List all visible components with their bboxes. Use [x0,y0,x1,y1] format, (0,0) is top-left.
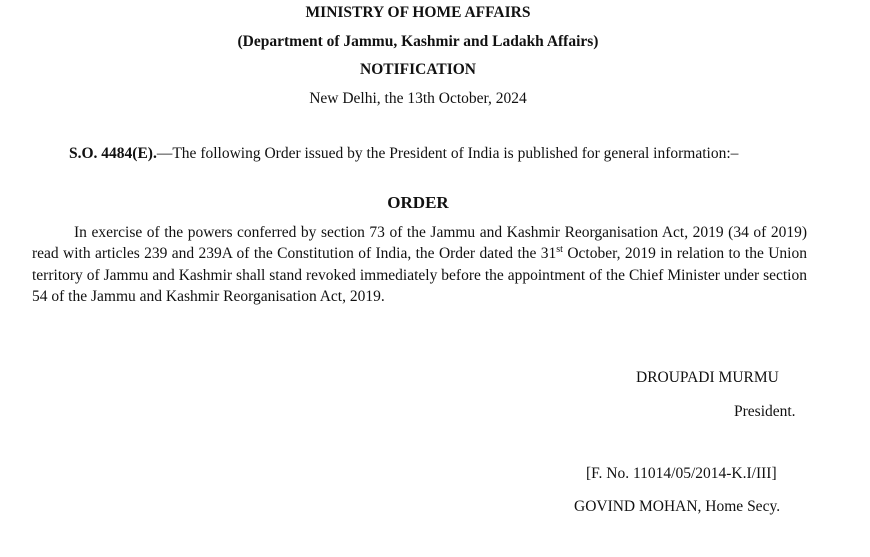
signatory-name: DROUPADI MURMU [636,369,779,386]
order-body-text-2: October, 2019 in relation to the Union territory of Jammu and Kashmir shall stand revoked immediately before the appointment of the Chief Minister under section 54 of the Jammu and Kashmir Reorganisation Act, 2019. [32,245,807,305]
notification-title: NOTIFICATION [360,61,476,78]
intro-paragraph [32,143,807,164]
home-secretary-line: GOVIND MOHAN, Home Secy. [574,498,781,515]
file-number: [F. No. 11014/05/2014-K.I/III] [586,465,777,482]
order-body-text-1: In exercise of the powers conferred by section 73 of the Jammu and Kashmir Reorganisation Act, 2019 (34 of 2019) read with articles 239 and 239A of the Constitution of India, the Order dated the 31 [32,224,807,263]
order-heading: ORDER [387,193,449,212]
so-number: S.O. 4484(E). [69,145,157,162]
signatory-title: President. [734,403,796,420]
intro-text: —The following Order issued by the President of India is published for general information:– [156,145,739,162]
order-body-paragraph [32,222,807,307]
place-date-line: New Delhi, the 13th October, 2024 [309,90,527,107]
ministry-heading: MINISTRY OF HOME AFFAIRS [305,4,531,21]
order-body-superscript: st [556,244,563,256]
department-heading: (Department of Jammu, Kashmir and Ladakh Affairs) [237,33,599,50]
